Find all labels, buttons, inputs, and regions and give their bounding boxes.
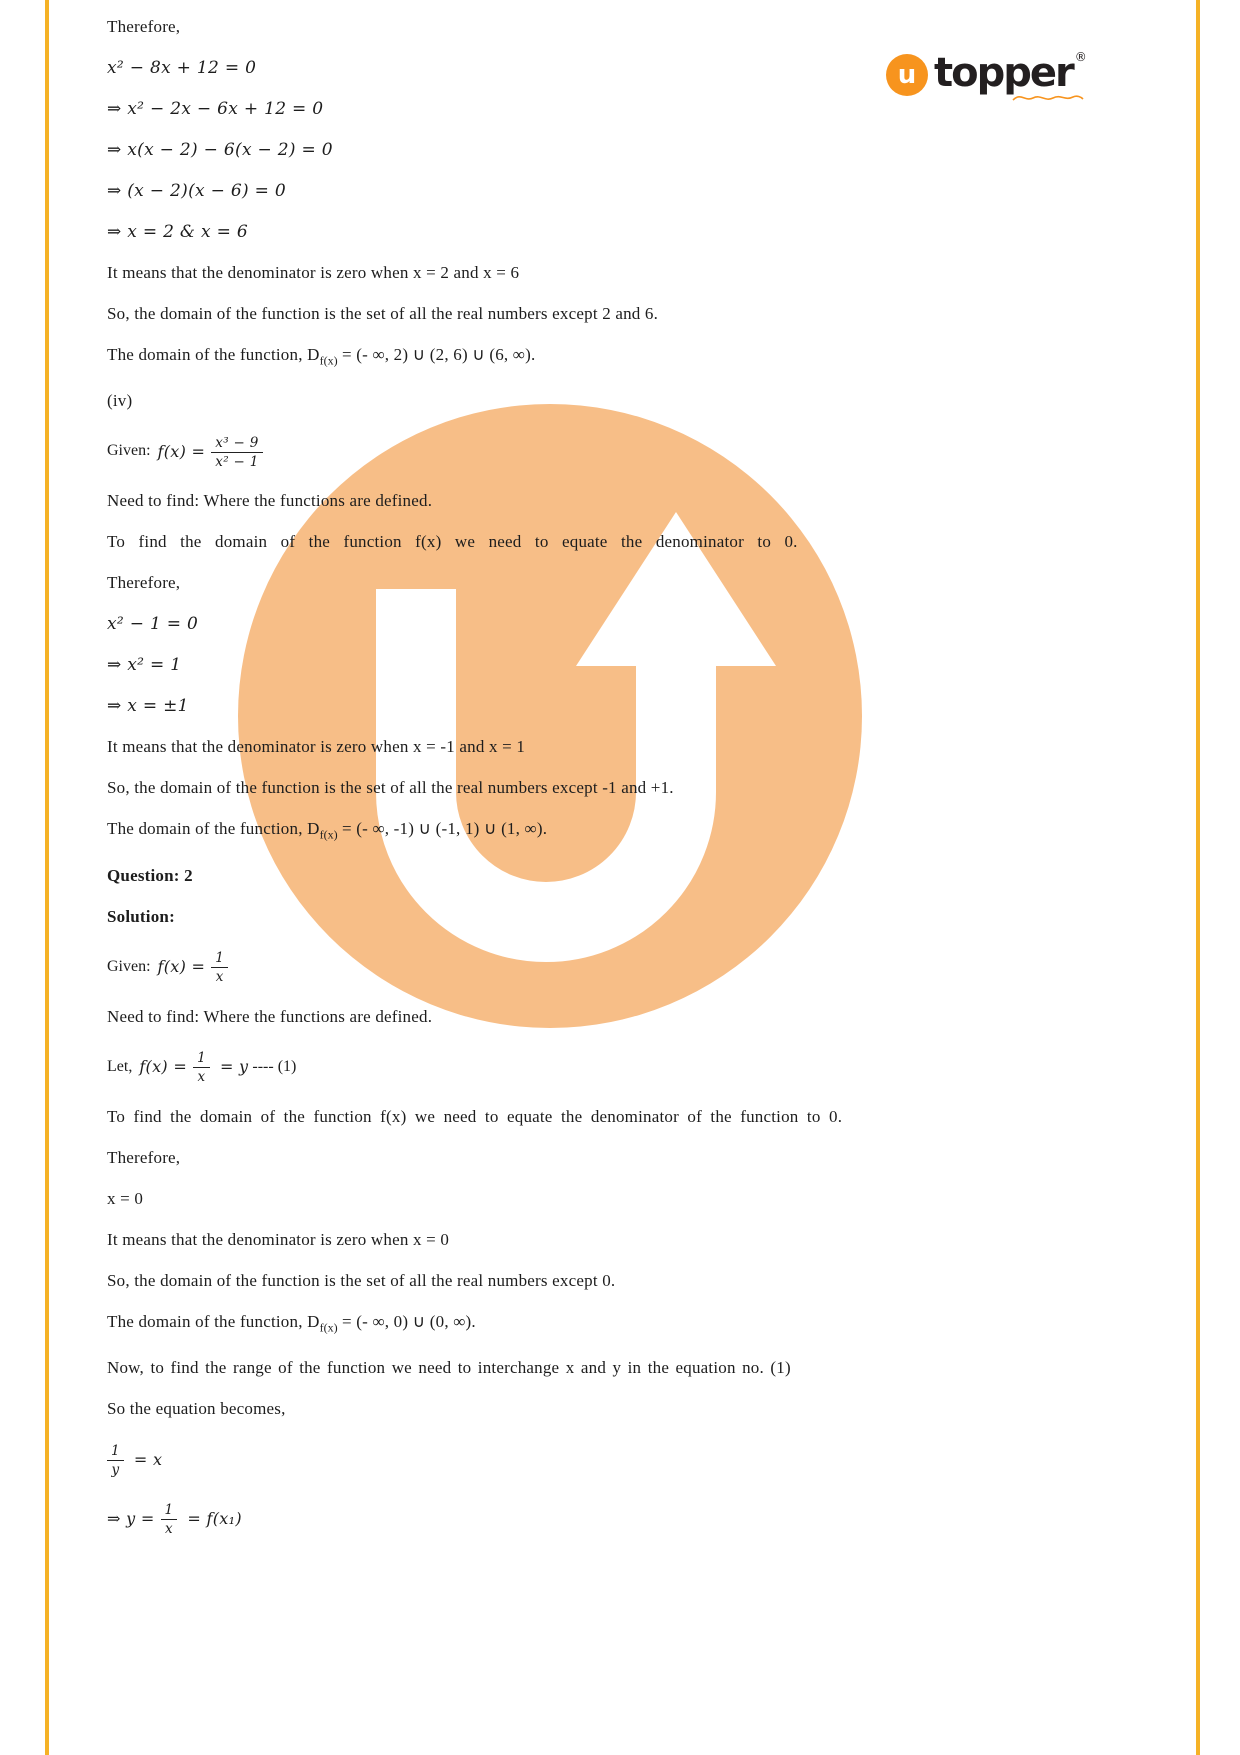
given-equation-iv xyxy=(107,429,1123,473)
text-line: To find the domain of the function f(x) we need to equate the denominator to 0. xyxy=(107,532,798,552)
equation-line: x = 0 xyxy=(107,1188,144,1208)
let-label: Let, xyxy=(107,1057,133,1075)
fraction-denominator: x xyxy=(197,1069,206,1086)
given-label: Given: xyxy=(107,957,151,975)
inverse-equation xyxy=(107,1437,1123,1481)
domain-line xyxy=(107,816,1123,847)
text-line: Need to find: Where the functions are defined. xyxy=(107,1006,433,1026)
topper-logo xyxy=(886,52,1085,96)
fraction xyxy=(211,950,228,985)
text-line: Now, to find the range of the function we need to interchange x and y in the equation no. (1) xyxy=(107,1358,791,1378)
text-line: So, the domain of the function is the set of all the real numbers except 0. xyxy=(107,1270,616,1290)
equation-continuation: = x xyxy=(133,1449,163,1469)
fraction xyxy=(161,1502,178,1537)
fraction-denominator: x xyxy=(165,1520,173,1537)
function-notation: f(x) = xyxy=(157,441,206,461)
given-equation-q2 xyxy=(107,945,1123,989)
equation-reference: ---- (1) xyxy=(252,1057,297,1075)
equation-line: ⇒ x = 2 & x = 6 xyxy=(107,222,248,242)
fraction-denominator: x xyxy=(215,969,224,986)
domain-line xyxy=(107,1309,1123,1340)
domain-line xyxy=(107,342,1123,373)
text-line: Therefore, xyxy=(107,1147,181,1167)
domain-rest: = (- ∞, 0) ∪ (0, ∞). xyxy=(337,1311,476,1331)
equation-line: ⇒ x² − 2x − 6x + 12 = 0 xyxy=(107,99,324,119)
registered-trademark-symbol: ® xyxy=(1074,50,1087,64)
domain-rest: = (- ∞, 2) ∪ (2, 6) ∪ (6, ∞). xyxy=(337,345,536,364)
solution-heading: Solution: xyxy=(107,906,175,926)
fraction-numerator: x³ − 9 xyxy=(211,435,262,453)
fraction-denominator: x² − 1 xyxy=(215,453,259,470)
equation-head: ⇒ y = xyxy=(107,1508,155,1528)
final-equation xyxy=(107,1496,1123,1540)
let-equation xyxy=(107,1045,1123,1089)
domain-subscript: f(x) xyxy=(319,353,338,368)
logo-brand-text: topper xyxy=(934,50,1073,96)
equation-line: x² − 1 = 0 xyxy=(107,614,199,635)
fraction xyxy=(193,1050,210,1085)
text-line: It means that the denominator is zero when x = 0 xyxy=(107,1229,450,1249)
fraction-denominator: y xyxy=(111,1461,120,1478)
part-marker: (iv) xyxy=(107,391,133,411)
text-line: So, the domain of the function is the set of all the real numbers except -1 and +1. xyxy=(107,778,674,798)
domain-prefix: The domain of the function, D xyxy=(107,345,320,364)
text-line: Therefore, xyxy=(107,573,181,593)
logo-wordmark xyxy=(934,52,1085,94)
fraction-numerator: 1 xyxy=(161,1502,178,1520)
text-line: To find the domain of the function f(x) we need to equate the denominator of the function to 0. xyxy=(107,1106,843,1126)
text-line: It means that the denominator is zero when x = -1 and x = 1 xyxy=(107,737,526,757)
domain-prefix: The domain of the function, D xyxy=(107,819,320,839)
domain-subscript: f(x) xyxy=(319,827,338,842)
text-line: So the equation becomes, xyxy=(107,1399,286,1419)
domain-rest: = (- ∞, -1) ∪ (-1, 1) ∪ (1, ∞). xyxy=(337,819,548,839)
given-label: Given: xyxy=(107,442,151,460)
equation-line: ⇒ x = ±1 xyxy=(107,696,189,717)
equation-line: ⇒ x(x − 2) − 6(x − 2) = 0 xyxy=(107,140,333,160)
fraction-numerator: 1 xyxy=(107,1443,124,1461)
fraction-numerator: 1 xyxy=(193,1050,210,1068)
fraction xyxy=(107,1443,124,1478)
topper-logo-circle-icon xyxy=(886,54,928,96)
function-notation: f(x) = xyxy=(157,957,206,977)
page-border-left xyxy=(45,0,49,1755)
text-line: Therefore, xyxy=(107,17,181,36)
equation-line: ⇒ (x − 2)(x − 6) = 0 xyxy=(107,181,286,201)
logo-tagline-flourish xyxy=(1011,90,1085,106)
question-heading: Question: 2 xyxy=(107,865,193,885)
logo-u-letter: u xyxy=(897,60,917,90)
domain-subscript: f(x) xyxy=(319,1320,338,1335)
text-line: Need to find: Where the functions are defined. xyxy=(107,491,433,511)
equation-line: x² − 8x + 12 = 0 xyxy=(107,58,257,78)
document-body xyxy=(107,14,1123,1555)
fraction-numerator: 1 xyxy=(211,950,228,968)
domain-prefix: The domain of the function, D xyxy=(107,1311,320,1331)
equation-continuation: = y xyxy=(219,1057,249,1077)
page-border-right xyxy=(1196,0,1200,1755)
text-line: So, the domain of the function is the set of all the real numbers except 2 and 6. xyxy=(107,304,659,323)
equation-line: ⇒ x² = 1 xyxy=(107,655,182,676)
fraction xyxy=(211,435,262,470)
text-line: It means that the denominator is zero when x = 2 and x = 6 xyxy=(107,263,520,282)
equation-continuation: = f(x₁) xyxy=(187,1508,242,1528)
function-notation: f(x) = xyxy=(139,1057,188,1077)
